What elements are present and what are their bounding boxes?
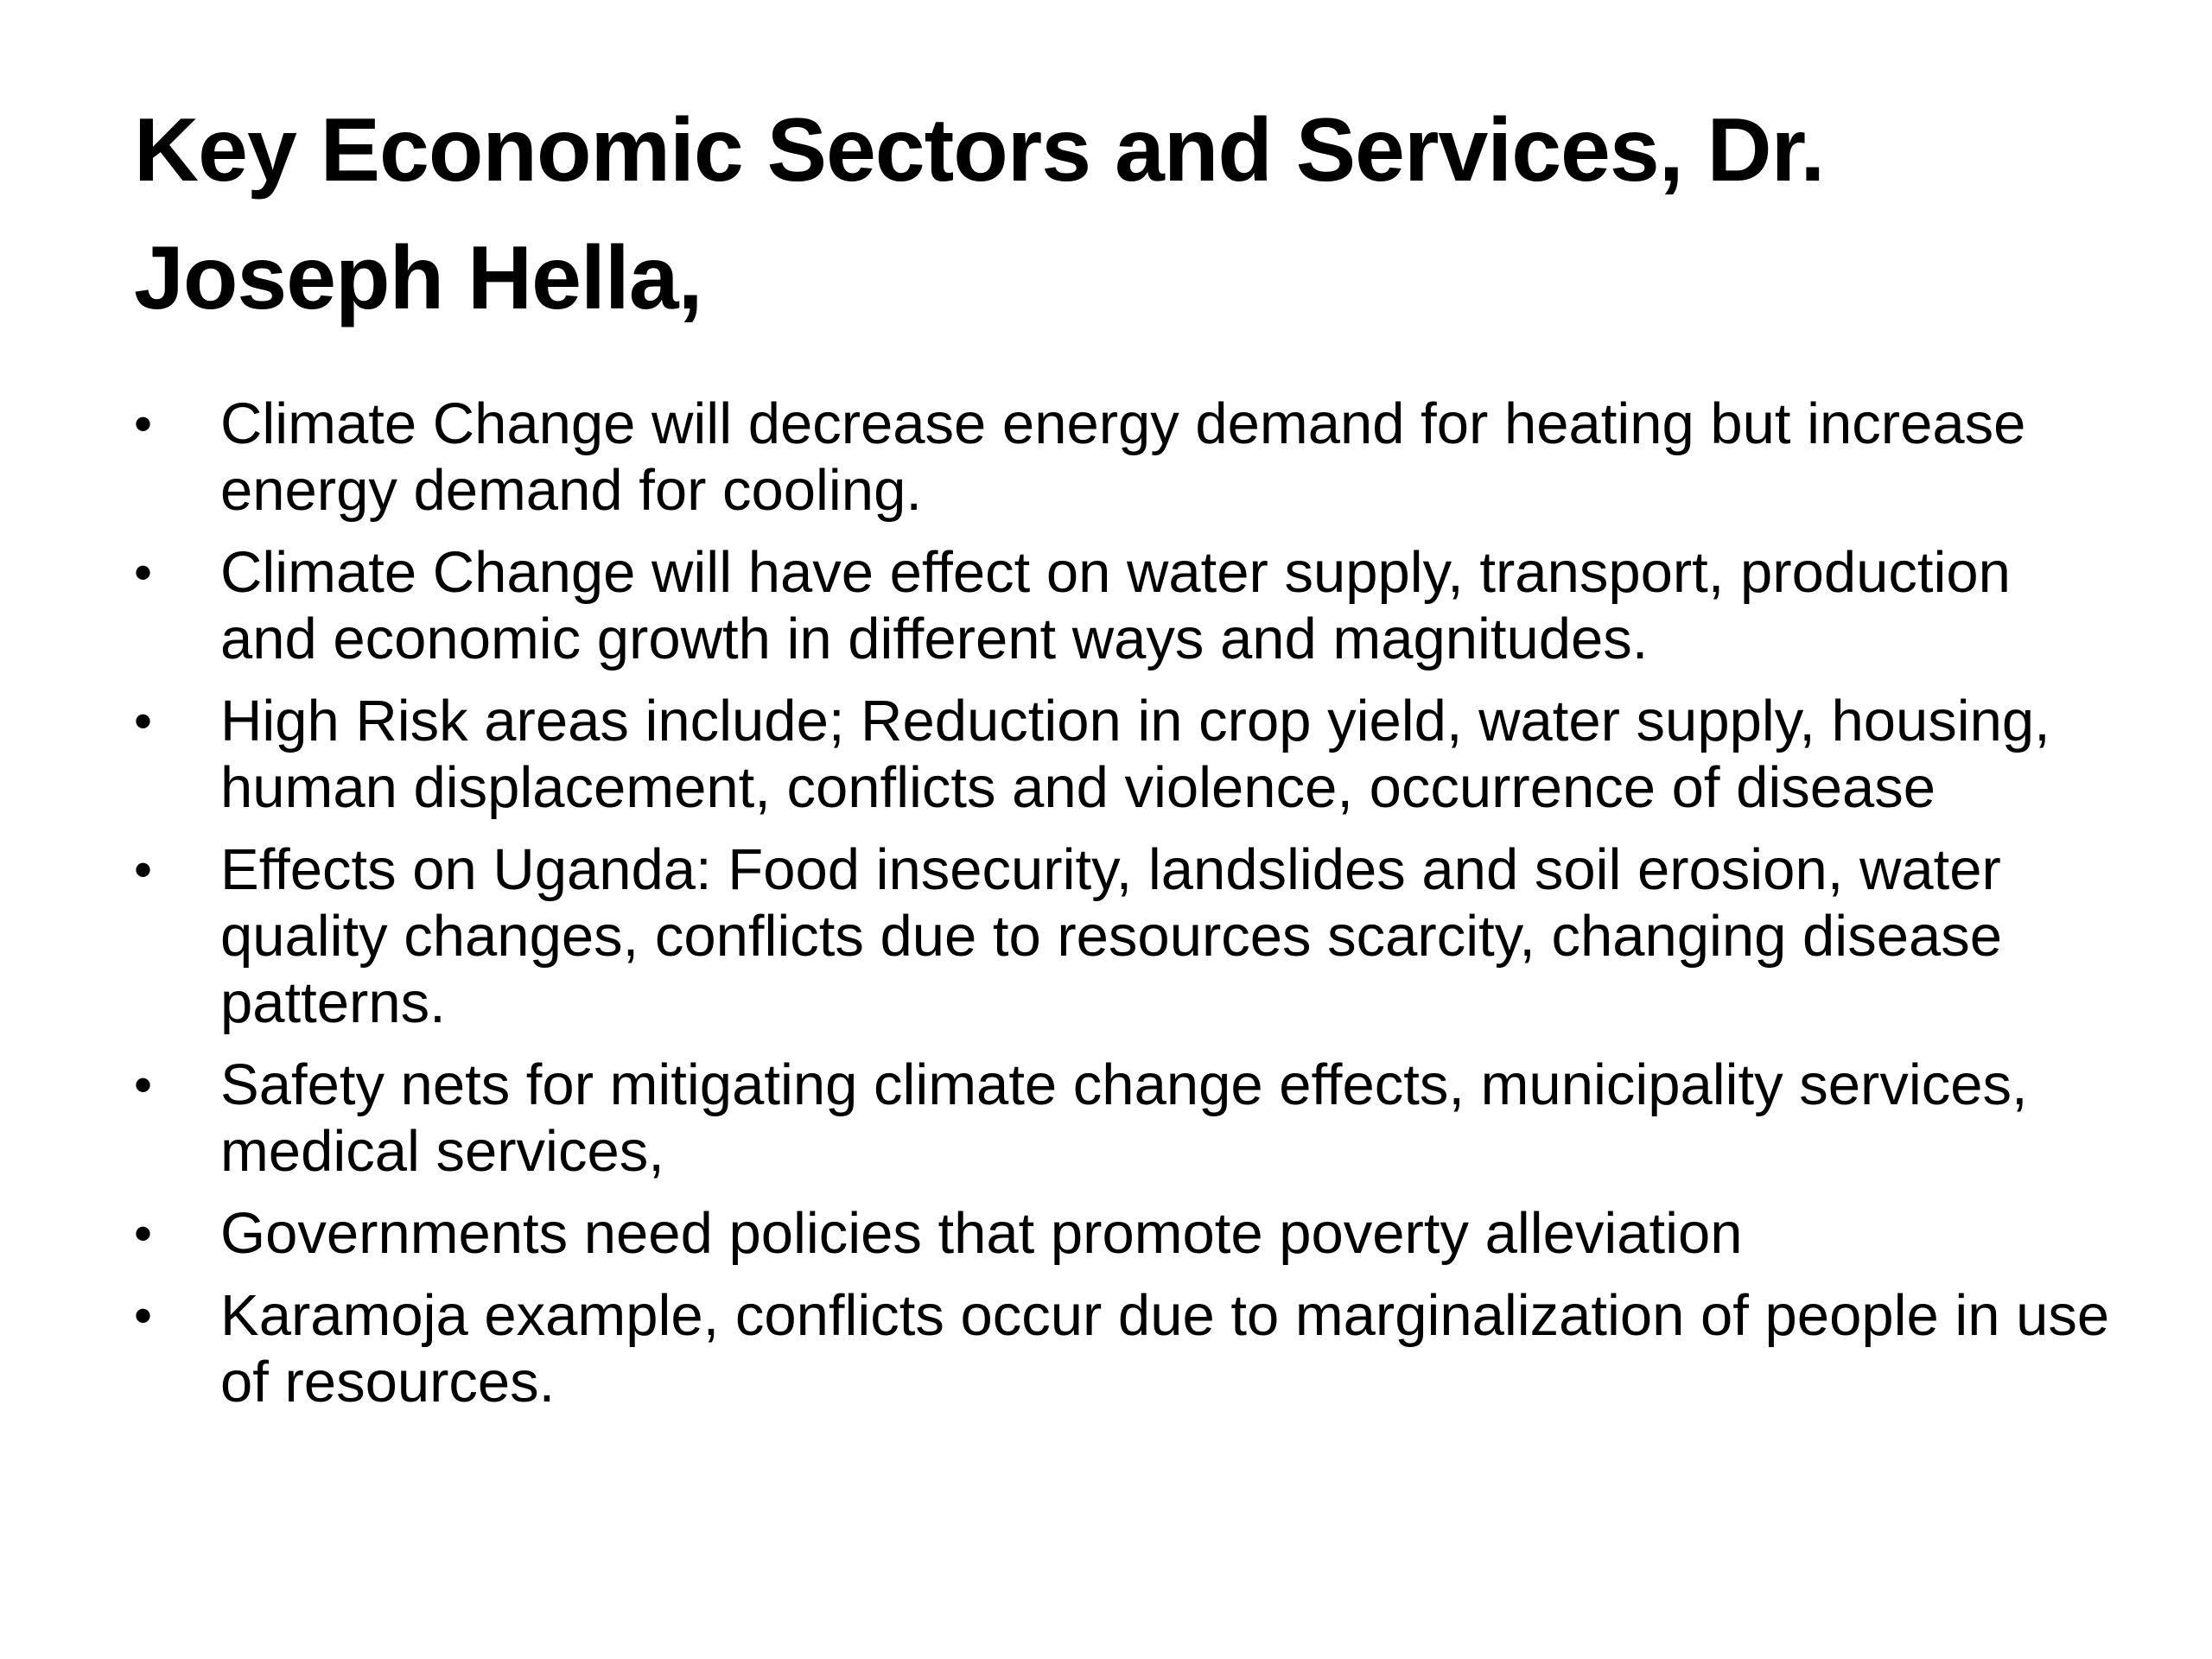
bullet-item	[134, 1282, 2113, 1415]
bullet-text: Governments need policies that promote poverty alleviation	[220, 1201, 1743, 1266]
bullet-dot-icon: •	[134, 692, 153, 750]
bullet-text: Effects on Uganda: Food insecurity, landslides and soil erosion, water quality changes, conflicts due to resources scarcity, changing disease patterns.	[220, 837, 2002, 1035]
bullet-item	[134, 688, 2113, 821]
bullet-item	[134, 1200, 2113, 1267]
bullet-item	[134, 539, 2113, 672]
bullet-list	[134, 391, 2113, 1431]
bullet-dot-icon: •	[134, 1056, 153, 1114]
bullet-text: Climate Change will decrease energy demand for heating but increase energy demand for cooling.	[220, 391, 2026, 523]
slide-title: Key Economic Sectors and Services, Dr. Joseph Hella,	[134, 100, 1825, 328]
bullet-text: High Risk areas include; Reduction in crop yield, water supply, housing, human displacement, conflicts and violence, occurrence of disease	[220, 689, 2050, 820]
bullet-dot-icon: •	[134, 1287, 153, 1344]
bullet-dot-icon: •	[134, 841, 153, 899]
bullet-text: Climate Change will have effect on water supply, transport, production and economic growth in different ways and magnitudes.	[220, 540, 2011, 671]
bullet-text: Safety nets for mitigating climate change effects, municipality services, medical services,	[220, 1052, 2028, 1184]
bullet-item	[134, 1052, 2113, 1185]
bullet-item	[134, 391, 2113, 524]
bullet-dot-icon: •	[134, 395, 153, 453]
bullet-dot-icon: •	[134, 1205, 153, 1262]
bullet-dot-icon: •	[134, 543, 153, 601]
bullet-text: Karamoja example, conflicts occur due to marginalization of people in use of resources.	[220, 1283, 2110, 1414]
bullet-item	[134, 836, 2113, 1036]
